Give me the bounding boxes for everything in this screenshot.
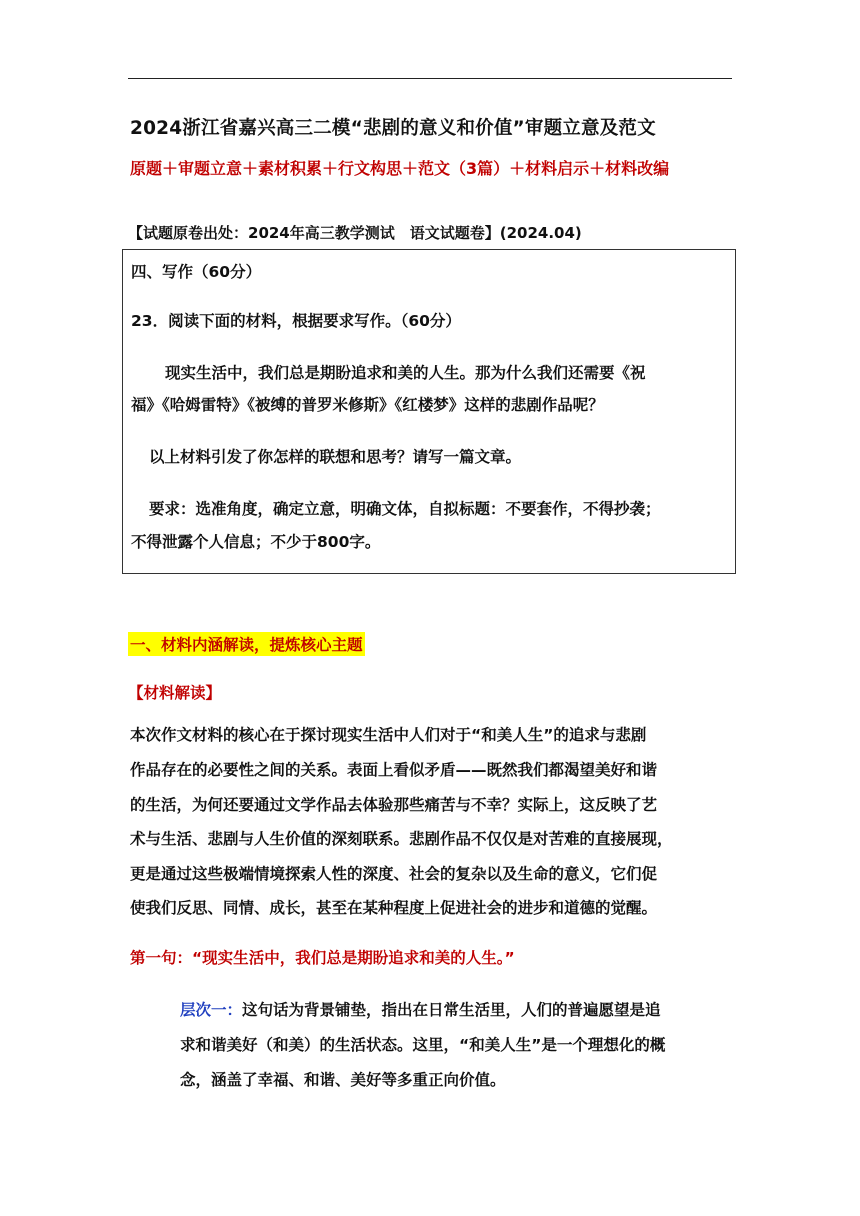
material-line-2: 福》《哈姆雷特》《被缚的普罗米修斯》《红楼梦》这样的悲剧作品呢？ xyxy=(131,396,604,414)
document-subtitle: 原题＋审题立意＋素材积累＋行文构思＋范文（3篇）＋材料启示＋材料改编 xyxy=(130,159,670,178)
analysis-line: 更是通过这些极端情境探索人性的深度、社会的复杂以及生命的意义，它们促 xyxy=(130,865,658,883)
header-rule xyxy=(128,78,732,79)
level-one-line-3: 念，涵盖了幸福、和谐、美好等多重正向价值。 xyxy=(180,1071,506,1089)
section-heading: 一、材料内涵解读，提炼核心主题 xyxy=(128,632,365,656)
analysis-line: 使我们反思、同情、成长，甚至在某种程度上促进社会的进步和道德的觉醒。 xyxy=(130,899,658,917)
material-interpretation-label: 【材料解读】 xyxy=(128,684,222,702)
level-one-text: 这句话为背景铺垫，指出在日常生活里，人们的普遍愿望是追 xyxy=(242,1001,661,1019)
requirement-line-2: 不得泄露个人信息；不少于800字。 xyxy=(131,533,381,551)
source-note: 【试题原卷出处：2024年高三教学测试 语文试题卷】(2024.04) xyxy=(128,224,582,242)
first-sentence-label: 第一句：“现实生活中，我们总是期盼追求和美的人生。” xyxy=(130,949,515,967)
level-one-line-2: 求和谐美好（和美）的生活状态。这里，“和美人生”是一个理想化的概 xyxy=(180,1036,666,1054)
analysis-line: 术与生活、悲剧与人生价值的深刻联系。悲剧作品不仅仅是对苦难的直接展现， xyxy=(130,830,673,848)
document-title: 2024浙江省嘉兴高三二模“悲剧的意义和价值”审题立意及范文 xyxy=(130,118,656,139)
analysis-line: 的生活，为何还要通过文学作品去体验那些痛苦与不幸？实际上，这反映了艺 xyxy=(130,796,658,814)
material-line-1: 现实生活中，我们总是期盼追求和美的人生。那为什么我们还需要《祝 xyxy=(165,364,646,382)
question-box xyxy=(122,249,736,574)
requirement-line-1: 要求：选准角度，确定立意，明确文体，自拟标题：不要套作，不得抄袭； xyxy=(149,500,661,518)
level-one-line-1 xyxy=(180,998,661,1020)
reflection-line: 以上材料引发了你怎样的联想和思考？请写一篇文章。 xyxy=(149,448,522,466)
analysis-line: 作品存在的必要性之间的关系。表面上看似矛盾——既然我们都渴望美好和谐 xyxy=(130,761,658,779)
analysis-line: 本次作文材料的核心在于探讨现实生活中人们对于“和美人生”的追求与悲剧 xyxy=(130,726,647,744)
question-prompt: 23．阅读下面的材料，根据要求写作。（60分） xyxy=(131,312,461,330)
question-section: 四、写作（60分） xyxy=(131,263,262,281)
level-one-label: 层次一： xyxy=(180,1001,243,1019)
